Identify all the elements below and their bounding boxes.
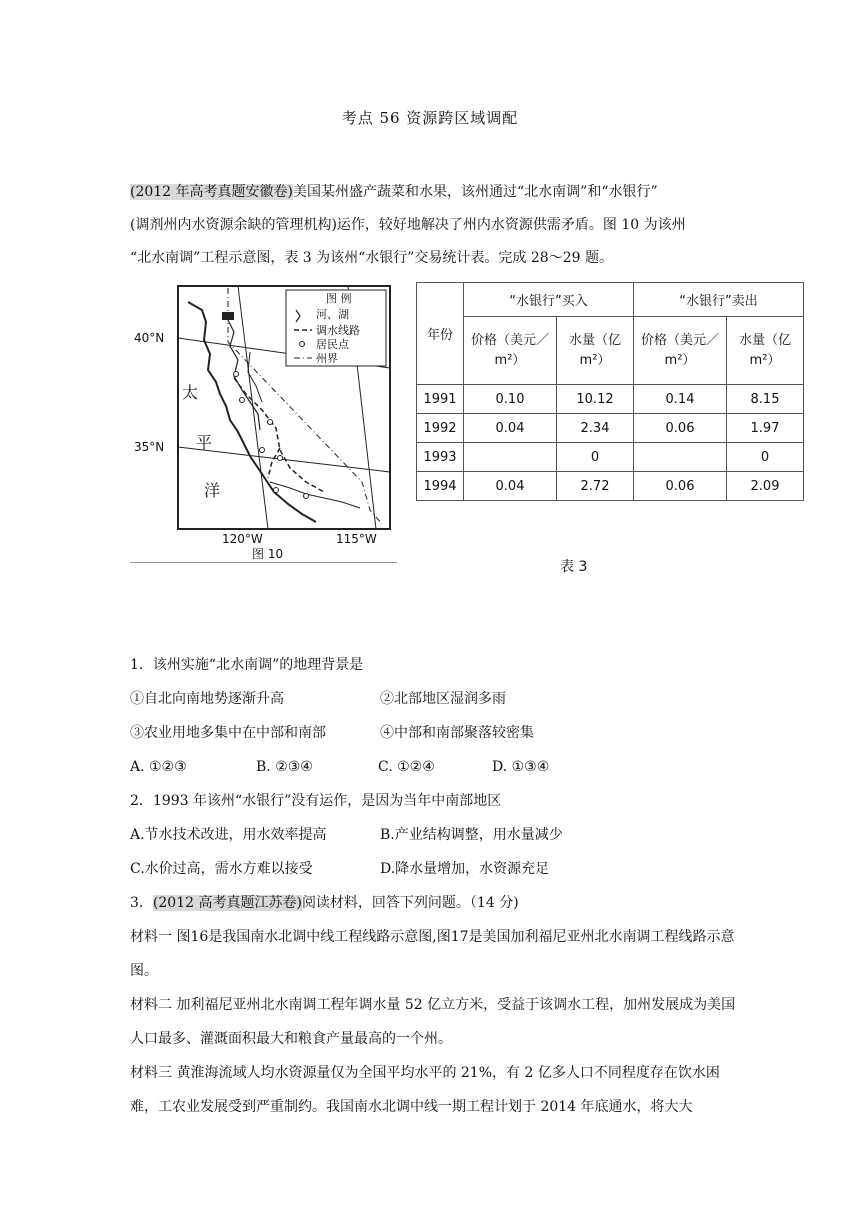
row-buy-price: 0.10 bbox=[464, 385, 557, 414]
row-sell-price bbox=[634, 443, 727, 472]
q3-material-3: 材料三 黄淮海流域人均水资源量仅为全国平均水平的 21%，有 2 亿多人口不同程度存在饮水困难，工农业发展受到严重制约。我国南水北调中线一期工程计划于 2014 年底通水，将大大 bbox=[130, 1065, 720, 1115]
q1-statements-row-2 bbox=[130, 716, 740, 750]
row-sell-price: 0.06 bbox=[634, 472, 727, 501]
table-row bbox=[417, 472, 804, 501]
q1-option-a[interactable]: A. ①②③ bbox=[130, 759, 187, 775]
row-sell-volume: 8.15 bbox=[727, 385, 804, 414]
lat-label-35: 35°N bbox=[134, 440, 165, 454]
buy-price-header: 价格（美元／m²） bbox=[464, 317, 557, 385]
sell-header: “水银行”卖出 bbox=[634, 283, 804, 317]
row-buy-volume: 0 bbox=[557, 443, 634, 472]
q1-statements-row-1 bbox=[130, 682, 740, 716]
q1-option-d[interactable]: D. ①③④ bbox=[492, 759, 550, 775]
q1-statement-1: ①自北向南地势逐渐升高 bbox=[130, 691, 284, 707]
q1-statement-3: ③农业用地多集中在中部和南部 bbox=[130, 725, 326, 741]
row-buy-price bbox=[464, 443, 557, 472]
california-map-figure bbox=[130, 282, 397, 563]
legend-settlement-label: 居民点 bbox=[316, 338, 349, 351]
table-row bbox=[417, 443, 804, 472]
row-buy-volume: 10.12 bbox=[557, 385, 634, 414]
river-sacramento bbox=[226, 316, 260, 430]
intro-source: (2012 年高考真题安徽卷) bbox=[130, 184, 294, 200]
q2-option-c[interactable]: C.水价过高，需水方难以接受 bbox=[130, 861, 313, 877]
water-transfer-route bbox=[234, 378, 324, 492]
row-sell-volume: 1.97 bbox=[727, 414, 804, 443]
legend-settlement-symbol bbox=[300, 342, 305, 347]
sell-price-header: 价格（美元／m²） bbox=[634, 317, 727, 385]
q2-options-row-1 bbox=[130, 818, 740, 852]
q1-options bbox=[130, 750, 740, 784]
q1-statement-2: ②北部地区湿润多雨 bbox=[380, 691, 506, 707]
q1-option-b[interactable]: B. ②③④ bbox=[256, 759, 313, 775]
row-buy-volume: 2.72 bbox=[557, 472, 634, 501]
row-sell-volume: 0 bbox=[727, 443, 804, 472]
q3-stem bbox=[130, 886, 740, 920]
legend-river-label: 河、湖 bbox=[316, 308, 349, 321]
q3-stem-text: 阅读材料，回答下列问题。（14 分) bbox=[301, 895, 519, 911]
row-buy-volume: 2.34 bbox=[557, 414, 634, 443]
sell-volume-header: 水量（亿m²） bbox=[727, 317, 804, 385]
lon-label-115: 115°W bbox=[336, 532, 377, 546]
river-tributary bbox=[248, 352, 262, 402]
water-bank-table bbox=[416, 282, 804, 501]
row-year: 1992 bbox=[417, 414, 464, 443]
q2-option-d[interactable]: D.降水量增加，水资源充足 bbox=[380, 861, 550, 877]
map-caption: 图 10 bbox=[252, 547, 284, 561]
legend-boundary-label: 州界 bbox=[316, 352, 338, 365]
q2-option-b[interactable]: B.产业结构调整，用水量减少 bbox=[380, 827, 563, 843]
q1-stem: 1．该州实施“北水南调”的地理背景是 bbox=[130, 657, 364, 673]
q2-options-row-2 bbox=[130, 852, 740, 886]
page-title: 考点 56 资源跨区域调配 bbox=[341, 109, 519, 127]
row-buy-price: 0.04 bbox=[464, 414, 557, 443]
ocean-char-2: 平 bbox=[196, 433, 213, 452]
row-sell-volume: 2.09 bbox=[727, 472, 804, 501]
lake bbox=[222, 312, 234, 320]
river-south bbox=[270, 482, 360, 508]
col-year-header: 年份 bbox=[417, 283, 464, 385]
q2-stem: 2．1993 年该州“水银行”没有运作，是因为当年中南部地区 bbox=[130, 793, 502, 809]
row-year: 1993 bbox=[417, 443, 464, 472]
legend-title: 图 例 bbox=[326, 292, 352, 305]
q1-option-c[interactable]: C. ①②④ bbox=[378, 759, 435, 775]
q3-material-2: 材料二 加利福尼亚州北水南调工程年调水量 52 亿立方米，受益于该调水工程，加州发展成为美国人口最多、灌溉面积最大和粮食产量最高的一个州。 bbox=[130, 997, 736, 1047]
buy-header: “水银行”买入 bbox=[464, 283, 634, 317]
q1-statement-4: ④中部和南部聚落较密集 bbox=[380, 725, 534, 741]
row-sell-price: 0.14 bbox=[634, 385, 727, 414]
table-row bbox=[417, 385, 804, 414]
water-bank-table-wrap bbox=[416, 282, 804, 501]
ocean-char-3: 洋 bbox=[204, 481, 221, 500]
settlements bbox=[234, 372, 309, 499]
q3-material-1: 材料一 图16是我国南水北调中线工程线路示意图,图17是美国加利福尼亚州北水南调工程线路示意图。 bbox=[130, 929, 735, 979]
questions bbox=[130, 648, 740, 1124]
intro-line-3: “北水南调”工程示意图，表 3 为该州“水银行”交易统计表。完成 28～29 题。 bbox=[130, 250, 613, 266]
intro-paragraph bbox=[130, 176, 730, 275]
row-buy-price: 0.04 bbox=[464, 472, 557, 501]
q2-option-a[interactable]: A.节水技术改进，用水效率提高 bbox=[130, 827, 327, 843]
row-year: 1994 bbox=[417, 472, 464, 501]
legend-route-label: 调水线路 bbox=[316, 324, 360, 337]
lon-label-120: 120°W bbox=[222, 532, 263, 546]
water-transfer-branch bbox=[268, 448, 280, 478]
ocean-char-1: 太 bbox=[182, 383, 199, 402]
row-year: 1991 bbox=[417, 385, 464, 414]
lat-label-40: 40°N bbox=[134, 331, 165, 345]
row-sell-price: 0.06 bbox=[634, 414, 727, 443]
intro-line-2: (调剂州内水资源余缺的管理机构)运作，较好地解决了州内水资源供需矛盾。图 10 为该州 bbox=[130, 217, 686, 233]
buy-volume-header: 水量（亿m²） bbox=[557, 317, 634, 385]
table-row bbox=[417, 414, 804, 443]
table-caption: 表 3 bbox=[560, 559, 588, 575]
q3-number: 3． bbox=[130, 895, 153, 911]
intro-line-1: 美国某州盛产蔬菜和水果，该州通过“北水南调”和“水银行” bbox=[293, 184, 658, 200]
map-svg bbox=[130, 282, 397, 562]
q3-source: (2012 高考真题江苏卷) bbox=[152, 895, 302, 911]
